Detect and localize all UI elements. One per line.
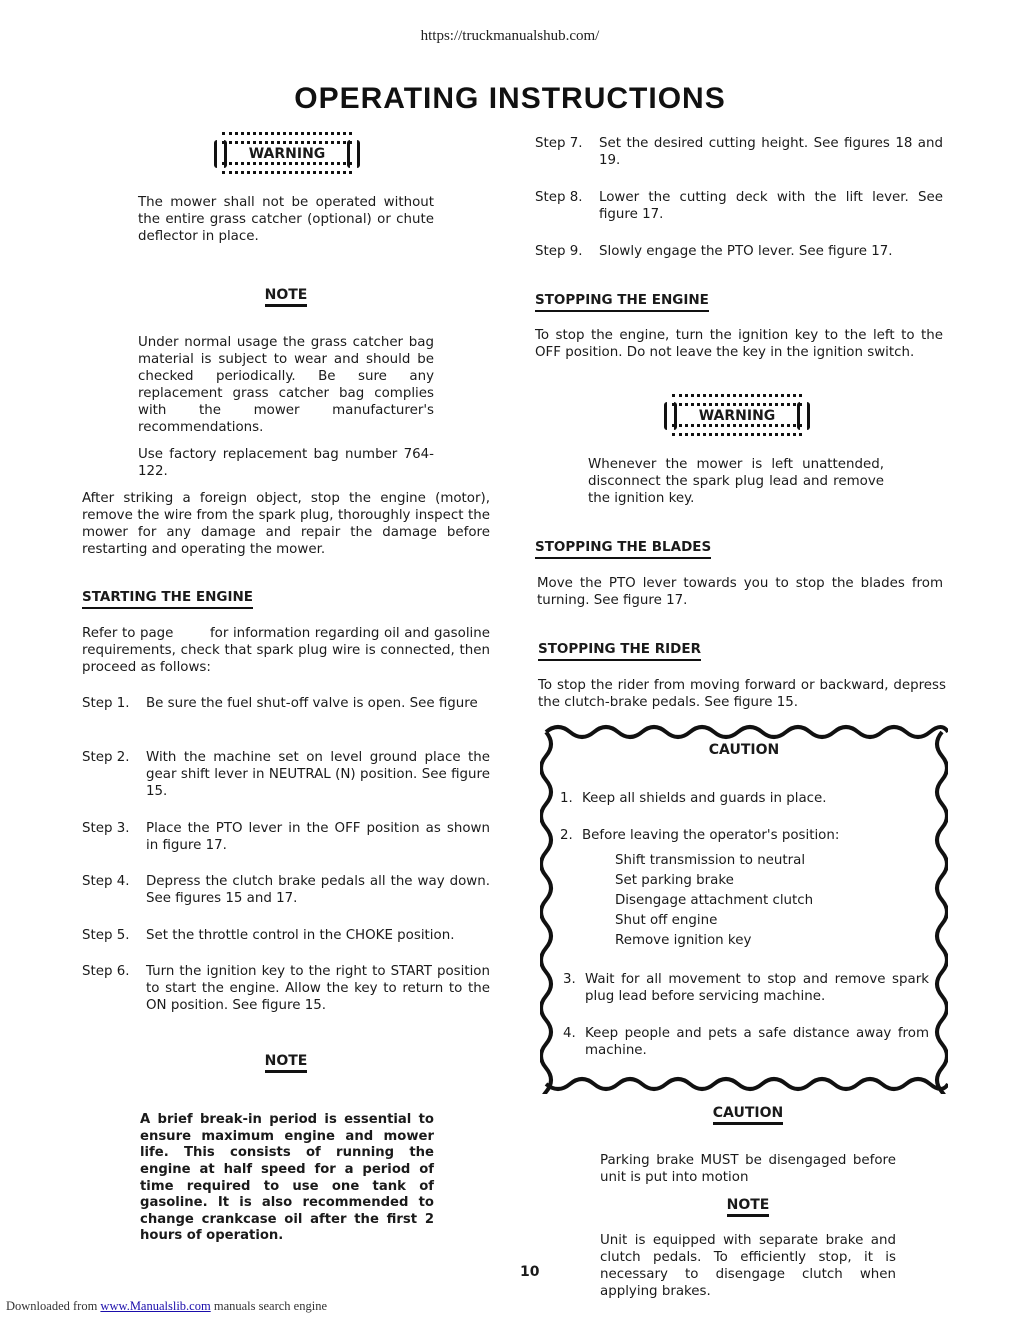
note-heading-pedals: NOTE <box>727 1197 770 1217</box>
step-text: Depress the clutch brake pedals all the way down. See figures 15 and 17. <box>146 874 490 906</box>
step-item <box>82 873 490 907</box>
step-label: Step 1. <box>82 696 130 711</box>
step-label: Step 3. <box>82 821 130 836</box>
step-item <box>535 243 943 260</box>
step-item <box>82 963 490 1014</box>
caution-item: 3. Wait for all movement to stop and remove spark plug lead before servicing machine. <box>563 972 929 1004</box>
footer <box>6 1299 327 1314</box>
caution-item: 2. Before leaving the operator's position: <box>560 828 840 843</box>
note-paragraph: Under normal usage the grass catcher bag material is subject to wear and should be checked periodically. Be sure any replacement grass catcher bag complies with the mower manufacturer's recommendations. <box>138 335 434 435</box>
step-text: Set the desired cutting height. See figures 18 and 19. <box>599 136 943 168</box>
step-item <box>82 695 490 712</box>
step-label: Step 8. <box>535 190 583 205</box>
caution-item: 1. Keep all shields and guards in place. <box>560 791 827 806</box>
step-item <box>82 749 490 800</box>
step-text: Turn the ignition key to the right to START position to start the engine. Allow the key to return to the ON position. See figure 15. <box>146 964 490 1013</box>
page-title: OPERATING INSTRUCTIONS <box>294 82 726 115</box>
stopping-engine-text: To stop the engine, turn the ignition key to the left to the OFF position. Do not leave the key in the ignition switch. <box>535 328 943 360</box>
caution-item: 4. Keep people and pets a safe distance away from machine. <box>563 1026 929 1058</box>
stopping-blades-heading: STOPPING THE BLADES <box>535 539 711 559</box>
step-text: With the machine set on level ground place the gear shift lever in NEUTRAL (N) position. See figure 15. <box>146 750 490 799</box>
starting-intro: Refer to page for information regarding oil and gasoline requirements, check that spark plug wire is connected, then proceed as follows: <box>82 626 495 675</box>
parking-brake-text: Parking brake MUST be disengaged before unit is put into motion <box>600 1153 896 1185</box>
stopping-blades-text: Move the PTO lever towards you to stop the blades from turning. See figure 17. <box>537 576 943 608</box>
step-text: Slowly engage the PTO lever. See figure 17. <box>599 244 893 259</box>
warning-text: The mower shall not be operated without the entire grass catcher (optional) or chute deflector in place. <box>138 195 434 244</box>
warning-label: WARNING <box>248 146 326 162</box>
step-item <box>535 135 943 169</box>
break-in-note: A brief break-in period is essential to ensure maximum engine and mower life. This consists of running the engine at half speed for a period of time required to use one tank of gasoline. It is also recommended to change crankcase oil after the first 2 hours of operation. <box>140 1112 434 1244</box>
step-label: Step 6. <box>82 964 130 979</box>
warning-text-right: Whenever the mower is left unattended, disconnect the spark plug lead and remove the ignition key. <box>588 457 884 506</box>
note-heading: NOTE <box>265 287 308 307</box>
step-label: Step 4. <box>82 874 130 889</box>
step-text: Set the throttle control in the CHOKE position. <box>146 928 455 943</box>
foreign-object-paragraph: After striking a foreign object, stop the engine (motor), remove the wire from the spark plug, thoroughly inspect the mower for any damage and repair the damage before restarting and operating the mower. <box>82 491 490 557</box>
footer-prefix: Downloaded from <box>6 1299 98 1313</box>
step-item <box>82 820 490 854</box>
step-text: Place the PTO lever in the OFF position as shown in figure 17. <box>146 821 490 853</box>
caution-box-title: CAUTION <box>708 742 780 758</box>
caution-subitem: Set parking brake <box>615 873 734 888</box>
caution-subitem: Remove ignition key <box>615 933 752 948</box>
step-text: Be sure the fuel shut-off valve is open. See figure <box>146 696 478 711</box>
footer-suffix: manuals search engine <box>213 1299 327 1313</box>
page-number: 10 <box>520 1264 540 1280</box>
step-label: Step 2. <box>82 750 130 765</box>
warning-badge-right <box>664 392 810 438</box>
step-label: Step 5. <box>82 928 130 943</box>
source-url[interactable]: https://truckmanualshub.com/ <box>420 28 600 44</box>
step-item <box>82 927 490 944</box>
footer-link[interactable]: www.Manualslib.com <box>100 1299 211 1313</box>
note-paragraph-bag: Use factory replacement bag number 764-122. <box>138 447 434 479</box>
stopping-rider-heading: STOPPING THE RIDER <box>538 641 701 661</box>
step-text: Lower the cutting deck with the lift lever. See figure 17. <box>599 190 943 222</box>
step-label: Step 9. <box>535 244 583 259</box>
pedals-note-text: Unit is equipped with separate brake and clutch pedals. To efficiently stop, it is necessary to disengage clutch when applying brakes. <box>600 1233 896 1299</box>
note-heading-breakin: NOTE <box>265 1053 308 1073</box>
stopping-rider-text: To stop the rider from moving forward or backward, depress the clutch-brake pedals. See figure 15. <box>538 678 946 710</box>
caution-subitem: Shift transmission to neutral <box>615 853 806 868</box>
caution-subitem: Shut off engine <box>615 913 718 928</box>
warning-label: WARNING <box>698 408 776 424</box>
stopping-engine-heading: STOPPING THE ENGINE <box>535 292 709 312</box>
starting-engine-heading: STARTING THE ENGINE <box>82 589 253 609</box>
step-label: Step 7. <box>535 136 583 151</box>
step-item <box>535 189 943 223</box>
caution-subitem: Disengage attachment clutch <box>615 893 814 908</box>
caution-heading-parking: CAUTION <box>713 1105 783 1125</box>
warning-badge-left <box>214 130 360 176</box>
caution-box <box>540 722 948 1094</box>
